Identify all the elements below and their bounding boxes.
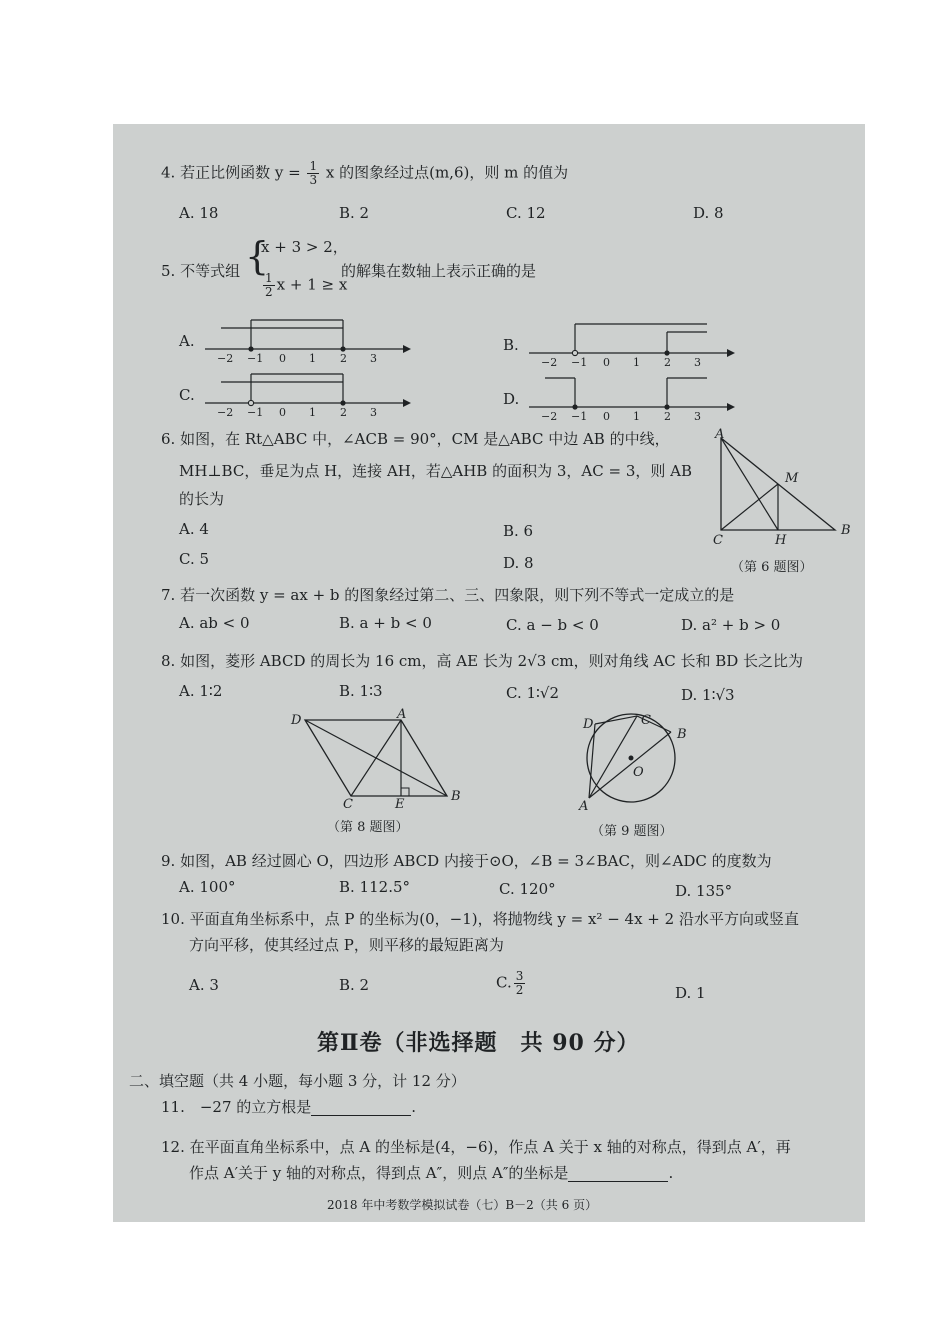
tick: 3 xyxy=(694,410,701,422)
figure-9 xyxy=(575,712,695,812)
q7-option-a: A. ab < 0 xyxy=(179,614,250,632)
q9-caption: （第 9 题图） xyxy=(591,824,673,839)
tick: 2 xyxy=(664,410,671,422)
q8-text: 8. 如图，菱形 ABCD 的周长为 16 cm，高 AE 长为 2√3 cm，则对角线 AC 长和 BD 长之比为 xyxy=(161,652,804,670)
q5-line1: x + 3 > 2， xyxy=(261,238,348,256)
tick: 1 xyxy=(633,410,640,422)
q6-option-c: C. 5 xyxy=(179,550,210,568)
fig6-label-b: B xyxy=(841,523,851,538)
tick: −2 xyxy=(217,352,234,364)
q9-text: 9. 如图，AB 经过圆心 O，四边形 ABCD 内接于⊙O，∠B = 3∠BAC，则∠ADC 的度数为 xyxy=(161,852,772,870)
q11-prefix: 11. −27 的立方根是 xyxy=(161,1098,312,1116)
ticks-a xyxy=(217,352,377,364)
q8-option-a: A. 1∶2 xyxy=(179,682,223,700)
q12-line2-text: 作点 A′关于 y 轴的对称点，得到点 A″，则点 A″的坐标是 xyxy=(189,1164,569,1182)
figure-8 xyxy=(285,708,465,808)
tick: 3 xyxy=(370,406,377,418)
fig8-label-d: D xyxy=(291,713,302,728)
tick: 3 xyxy=(370,352,377,364)
tick: 2 xyxy=(664,356,671,368)
q5-fraction xyxy=(263,272,275,299)
q7-option-c: C. a − b < 0 xyxy=(506,616,599,634)
q4-option-b: B. 2 xyxy=(339,204,370,222)
ticks-c xyxy=(217,406,377,418)
tick: −2 xyxy=(217,406,234,418)
fig8-label-c: C xyxy=(343,797,353,808)
q10-line2: 方向平移，使其经过点 P，则平移的最短距离为 xyxy=(189,936,504,954)
fig8-label-a: A xyxy=(397,708,407,722)
number-line-a xyxy=(203,316,413,364)
tick: 0 xyxy=(279,406,286,418)
q9-option-b: B. 112.5° xyxy=(339,878,411,896)
q10-option-c-letter: C. xyxy=(496,973,512,992)
q12-suffix: . xyxy=(668,1164,674,1182)
q6-line2: MH⊥BC，垂足为点 H，连接 AH，若△AHB 的面积为 3，AC = 3，则 AB xyxy=(179,462,692,480)
q9-option-c: C. 120° xyxy=(499,880,556,898)
tick: 1 xyxy=(309,406,316,418)
q9-option-a: A. 100° xyxy=(179,878,236,896)
question-4 xyxy=(161,160,568,187)
fig6-label-a: A xyxy=(715,428,725,442)
q10-option-a: A. 3 xyxy=(189,976,219,994)
fig9-label-d: D xyxy=(583,717,594,732)
q10-frac-num: 3 xyxy=(515,969,524,983)
fig9-label-o: O xyxy=(633,765,644,780)
tick: 1 xyxy=(309,352,316,364)
fill-heading: 二、填空题（共 4 小题，每小题 3 分，计 12 分） xyxy=(129,1072,466,1090)
q5-frac-den: 2 xyxy=(265,285,273,299)
q5-option-b-letter: B. xyxy=(503,336,519,354)
q10-frac-den: 2 xyxy=(515,983,524,997)
fig9-label-c: C xyxy=(641,713,651,728)
q4-option-c: C. 12 xyxy=(506,204,546,222)
q10-option-c xyxy=(496,970,527,997)
ticks-d xyxy=(541,410,701,422)
q12-line1: 12. 在平面直角坐标系中，点 A 的坐标是(4，−6)，作点 A 关于 x 轴的对称点，得到点 A′，再 xyxy=(161,1138,791,1156)
q5-suffix: 的解集在数轴上表示正确的是 xyxy=(341,262,537,280)
page-footer: 2018 年中考数学模拟试卷（七）B－2（共 6 页） xyxy=(327,1198,598,1212)
q11-answer-blank[interactable] xyxy=(311,1099,411,1116)
tick: −1 xyxy=(247,352,264,364)
q5-line2-rest: x + 1 ≥ x xyxy=(276,275,348,294)
figure-6 xyxy=(709,428,859,546)
fig8-label-e: E xyxy=(395,797,405,808)
q5-option-d-letter: D. xyxy=(503,390,520,408)
exam-page xyxy=(113,124,865,1222)
tick: 2 xyxy=(340,352,347,364)
number-line-d xyxy=(527,374,737,422)
tick: 3 xyxy=(694,356,701,368)
q11-suffix: . xyxy=(411,1098,417,1116)
section-2-title: 第Ⅱ卷（非选择题 共 90 分） xyxy=(317,1030,640,1056)
q6-caption: （第 6 题图） xyxy=(731,560,813,575)
fig8-label-b: B xyxy=(451,789,461,804)
q8-option-d: D. 1∶√3 xyxy=(681,686,735,704)
q7-option-b: B. a + b < 0 xyxy=(339,614,432,632)
q8-caption: （第 8 题图） xyxy=(327,820,409,835)
tick: −2 xyxy=(541,356,558,368)
tick: 2 xyxy=(340,406,347,418)
tick: 0 xyxy=(603,410,610,422)
q4-fraction xyxy=(307,160,319,187)
q6-option-d: D. 8 xyxy=(503,554,534,572)
tick: 0 xyxy=(603,356,610,368)
q5-option-c-letter: C. xyxy=(179,386,195,404)
q10-option-d: D. 1 xyxy=(675,984,706,1002)
q10-line1: 10. 平面直角坐标系中，点 P 的坐标为(0，−1)，将抛物线 y = x² − 4x + 2 沿水平方向或竖直 xyxy=(161,910,799,928)
q5-brace: { xyxy=(245,234,270,278)
fig6-label-c: C xyxy=(713,533,723,546)
q7-option-d: D. a² + b > 0 xyxy=(681,616,781,634)
q5-line2 xyxy=(261,272,347,299)
number-line-c xyxy=(203,370,413,418)
q5-prefix: 5. 不等式组 xyxy=(161,262,241,280)
q6-line3: 的长为 xyxy=(179,490,225,508)
ticks-b xyxy=(541,356,701,368)
q5-frac-num: 1 xyxy=(265,271,273,285)
tick: −1 xyxy=(247,406,264,418)
fig6-label-m: M xyxy=(785,471,799,486)
q12-line2 xyxy=(189,1164,673,1182)
q6-line1: 6. 如图，在 Rt△ABC 中，∠ACB = 90°，CM 是△ABC 中边 AB 的中线， xyxy=(161,430,670,448)
q4-option-a: A. 18 xyxy=(179,204,219,222)
q4-option-d: D. 8 xyxy=(693,204,724,222)
q7-text: 7. 若一次函数 y = ax + b 的图象经过第二、三、四象限，则下列不等式一定成立的是 xyxy=(161,586,735,604)
tick: 1 xyxy=(633,356,640,368)
q10-option-b: B. 2 xyxy=(339,976,370,994)
q12-answer-blank[interactable] xyxy=(568,1165,668,1182)
q6-option-a: A. 4 xyxy=(179,520,209,538)
q9-option-d: D. 135° xyxy=(675,882,733,900)
q4-frac-den: 3 xyxy=(309,173,318,187)
q11 xyxy=(161,1098,416,1116)
fig9-label-b: B xyxy=(677,727,687,742)
tick: 0 xyxy=(279,352,286,364)
q8-option-c: C. 1∶√2 xyxy=(506,684,560,702)
fig9-label-a: A xyxy=(579,799,589,812)
tick: −2 xyxy=(541,410,558,422)
number-line-b xyxy=(527,320,737,368)
q4-suffix: x 的图象经过点(m,6)，则 m 的值为 xyxy=(325,163,569,182)
q8-option-b: B. 1∶3 xyxy=(339,682,383,700)
fig6-label-h: H xyxy=(775,533,787,546)
q4-prefix: 4. 若正比例函数 y = xyxy=(161,163,301,182)
q6-option-b: B. 6 xyxy=(503,522,534,540)
tick: −1 xyxy=(571,410,588,422)
q10-option-c-fraction xyxy=(514,970,526,997)
q4-frac-num: 1 xyxy=(309,159,318,173)
tick: −1 xyxy=(571,356,588,368)
q5-option-a-letter: A. xyxy=(179,332,195,350)
